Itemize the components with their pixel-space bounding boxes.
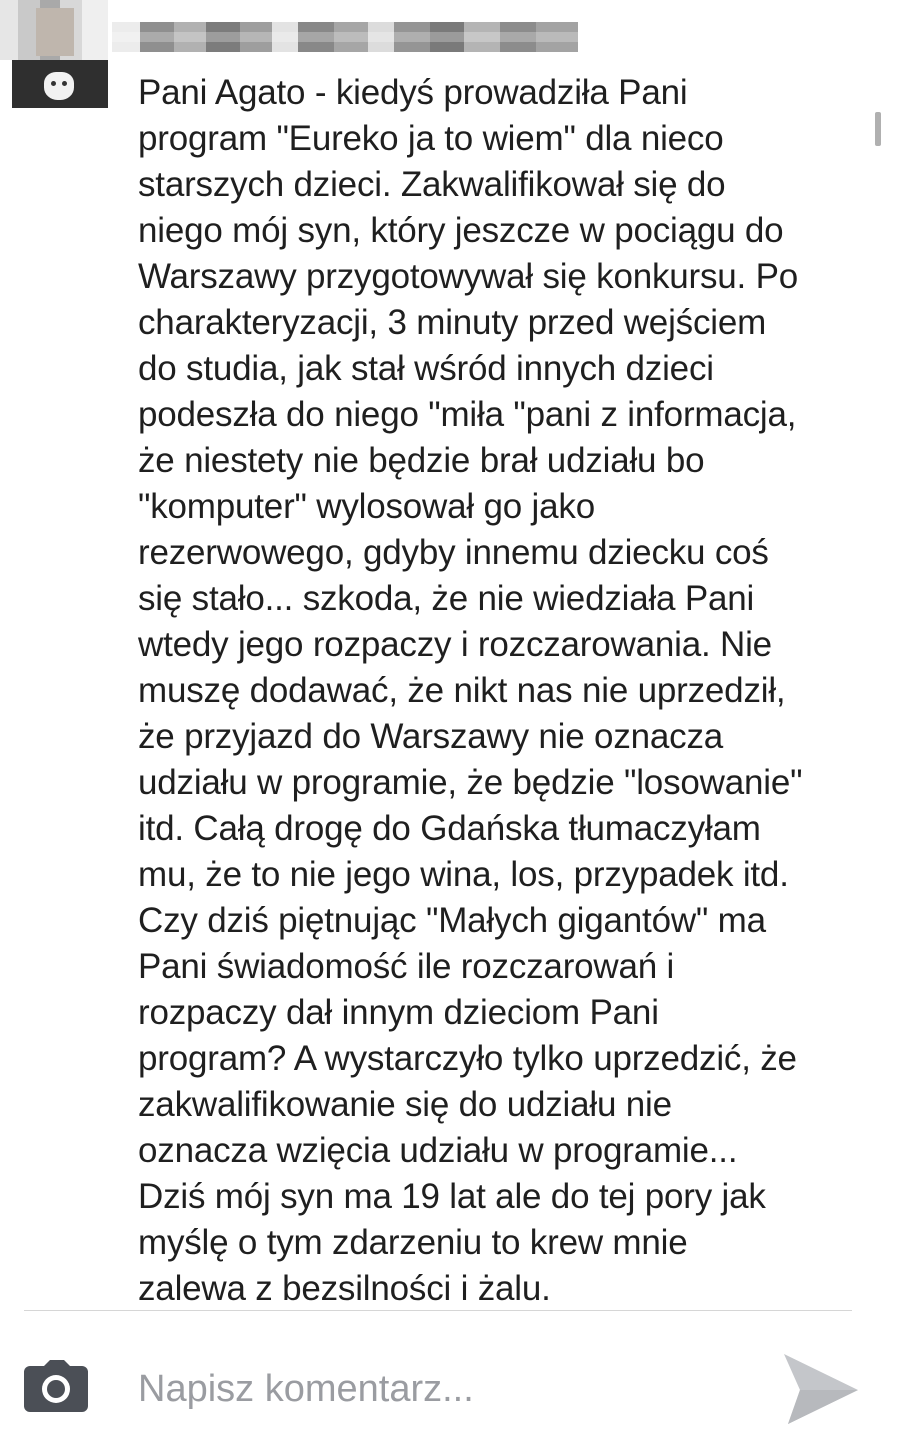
send-button[interactable] <box>778 1350 862 1426</box>
avatar-dog-figure <box>44 72 74 100</box>
send-icon <box>778 1350 862 1426</box>
avatar-pixelated-face <box>36 8 74 56</box>
author-name-redacted[interactable] <box>112 22 578 52</box>
avatar[interactable] <box>0 0 108 108</box>
divider <box>24 1310 852 1311</box>
camera-icon[interactable] <box>24 1360 88 1412</box>
comment-body: Pani Agato - kiedyś prowadziła Pani program "Eureko ja to wiem" dla nieco starszych dzieci. Zakwalifikował się do niego mój syn, który jeszcze w pociągu do Warszawy przygotowywał się konkursu. Po charakteryzacji, 3 minuty przed wejściem do studia, jak stał wśród innych dzieci podeszła do niego "miła "pani z informacja, że niestety nie będzie brał udziału bo "komputer" wylosował go jako rezerwowego, gdyby innemu dziecku coś się stało... szkoda, że nie wiedziała Pani wtedy jego rozpaczy i rozczarowania. Nie muszę dodawać, że nikt nas nie uprzedził, że przyjazd do Warszawy nie oznacza udziału w programie, że będzie "losowanie" itd. Całą drogę do Gdańska tłumaczyłam mu, że to nie jego wina, los, przypadek itd. Czy dziś piętnując "Małych gigantów" ma Pani świadomość ile rozczarowań i rozpaczy dał innym dzieciom Pani program? A wystarczyło tylko uprzedzić, że zakwalifikowanie się do udziału nie oznacza wzięcia udziału w programie... Dziś mój syn ma 19 lat ale do tej pory jak myślę o tym zdarzeniu to krew mnie zalewa z bezsilności i żalu. <box>138 73 803 1308</box>
scrollbar[interactable] <box>875 112 881 146</box>
comment-input[interactable] <box>138 1362 738 1416</box>
